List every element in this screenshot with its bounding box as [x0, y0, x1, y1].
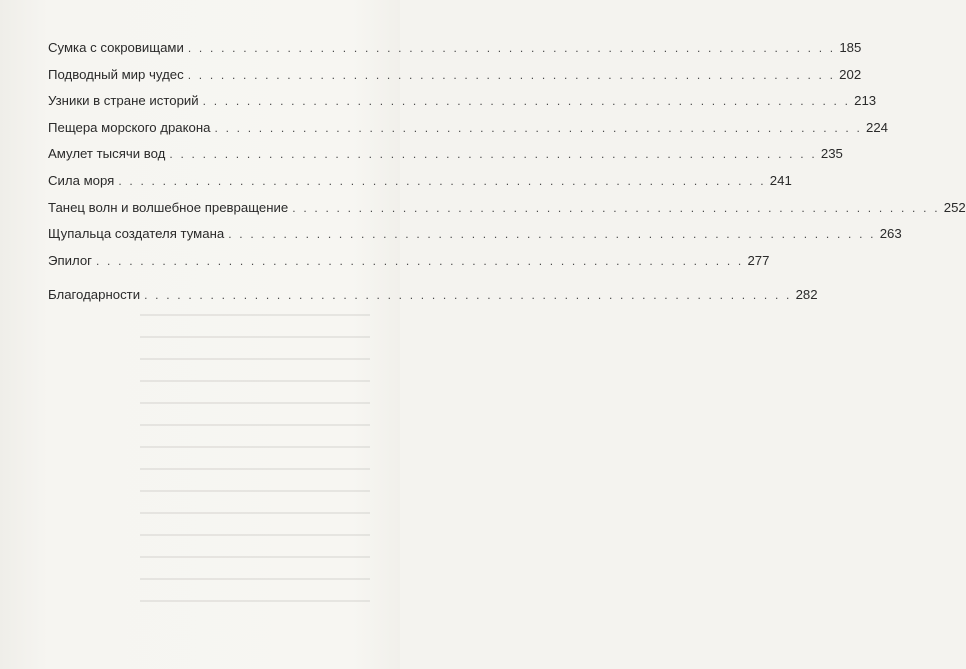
- toc-entry: [48, 93, 877, 120]
- toc-leader-dots: . . . . . . . . . . . . . . . . . . . . . . . . . . . . . . . . . . . . . . . . . . . . . . . . . . . . . . . . . . .: [292, 200, 940, 215]
- toc-entry-title: Сила моря: [48, 172, 115, 188]
- toc-entry: [48, 40, 862, 67]
- toc-entry-title: Благодарности: [48, 287, 141, 303]
- toc-entry: [48, 287, 818, 314]
- toc-entry-title: Амулет тысячи вод: [48, 146, 166, 162]
- toc-entry-title: Подводный мир чудес: [48, 66, 184, 82]
- toc-entry: [48, 172, 792, 200]
- toc-entry: [48, 252, 770, 280]
- toc-leader-dots: . . . . . . . . . . . . . . . . . . . . . . . . . . . . . . . . . . . . . . . . . . . . . . . . . . . . . . . . . . .: [95, 253, 744, 268]
- toc-entry-page: 277: [747, 252, 770, 268]
- toc-leader-dots: . . . . . . . . . . . . . . . . . . . . . . . . . . . . . . . . . . . . . . . . . . . . . . . . . . . . . . . . . . .: [144, 288, 792, 303]
- toc-entry: [48, 146, 843, 173]
- toc-entry-page: 224: [866, 119, 889, 135]
- toc-entry-title: Щупальца создателя тумана: [48, 226, 225, 242]
- toc-entry-title: Сумка с сокровищами: [48, 40, 184, 55]
- toc-entry: [48, 199, 966, 227]
- toc-entry-page: 213: [854, 93, 877, 109]
- toc-entry: [48, 226, 902, 253]
- toc-leader-dots: . . . . . . . . . . . . . . . . . . . . . . . . . . . . . . . . . . . . . . . . . . . . . . . . . . . . . . . . . . .: [228, 227, 876, 242]
- toc-entry: [48, 66, 862, 94]
- toc-entry-page: 235: [820, 146, 843, 162]
- toc-leader-dots: . . . . . . . . . . . . . . . . . . . . . . . . . . . . . . . . . . . . . . . . . . . . . . . . . . . . . . . . . . .: [187, 67, 836, 82]
- toc-entry-title: Узники в стране историй: [48, 93, 199, 109]
- toc-leader-dots: . . . . . . . . . . . . . . . . . . . . . . . . . . . . . . . . . . . . . . . . . . . . . . . . . . . . . . . . . . .: [169, 147, 817, 162]
- toc-entry-page: 263: [879, 226, 902, 242]
- bleed-through-texture: [140, 300, 370, 620]
- toc-entry: [48, 119, 889, 147]
- toc-entry-title: Танец волн и волшебное превращение: [48, 199, 289, 215]
- toc-entry-title: Пещера морского дракона: [48, 119, 211, 135]
- table-of-contents: [48, 40, 966, 314]
- toc-entry-page: 241: [769, 172, 792, 188]
- toc-entry-page: 202: [839, 66, 862, 82]
- toc-leader-dots: . . . . . . . . . . . . . . . . . . . . . . . . . . . . . . . . . . . . . . . . . . . . . . . . . . . . . . . . . . .: [202, 94, 851, 109]
- toc-leader-dots: . . . . . . . . . . . . . . . . . . . . . . . . . . . . . . . . . . . . . . . . . . . . . . . . . . . . . . . . . . .: [187, 41, 836, 55]
- toc-entry-title: Эпилог: [48, 252, 92, 268]
- toc-entry-page: 282: [795, 287, 818, 303]
- toc-entry-page: 252: [943, 199, 966, 215]
- toc-entry-page: 185: [839, 40, 862, 55]
- toc-leader-dots: . . . . . . . . . . . . . . . . . . . . . . . . . . . . . . . . . . . . . . . . . . . . . . . . . . . . . . . . . . .: [214, 120, 862, 135]
- toc-leader-dots: . . . . . . . . . . . . . . . . . . . . . . . . . . . . . . . . . . . . . . . . . . . . . . . . . . . . . . . . . . .: [118, 173, 766, 188]
